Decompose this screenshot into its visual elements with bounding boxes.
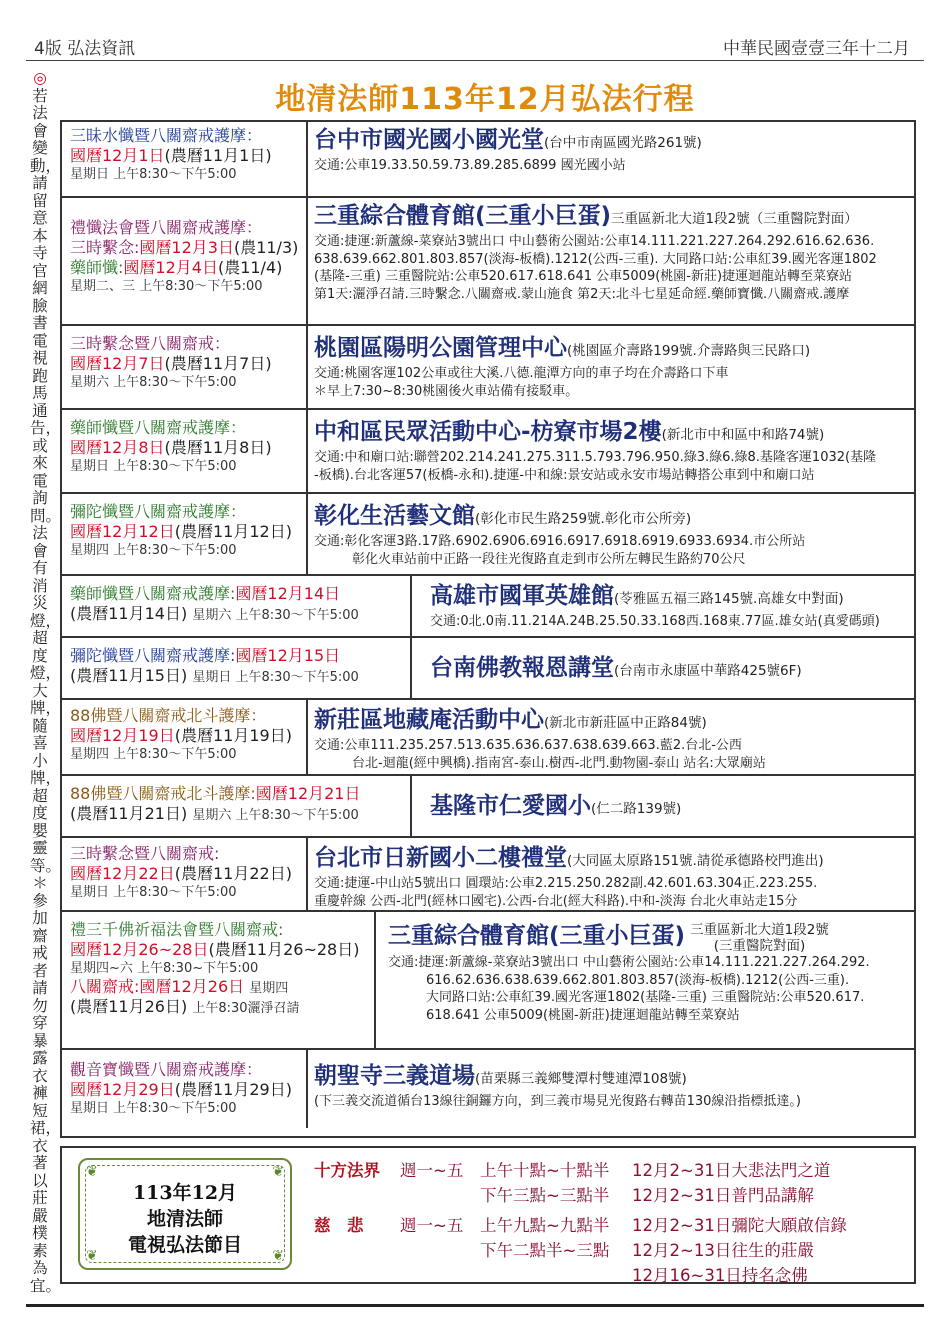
- venue-address: 三重區新北大道1段2號（三重醫院對面）: [611, 211, 858, 227]
- venue-address: (新北市中和區中和路74號): [661, 427, 825, 443]
- tv-title-line: 地清法師: [146, 1208, 223, 1230]
- venue-name: 台南佛教報恩講堂: [430, 655, 614, 681]
- tv-program: 12月16~31日持名念佛: [632, 1266, 808, 1285]
- lunar-date: (農曆11月14日): [70, 604, 188, 623]
- lunar-date: (農曆11月22日): [174, 864, 292, 883]
- shuttle-info: ＊早上7:30~8:30桃園後火車站備有接駁車。: [314, 383, 579, 399]
- solar-date: 國曆12月21日: [255, 784, 361, 803]
- lunar-date: (農曆11月12日): [174, 522, 292, 541]
- ceremony-name: 禮三千佛祈福法會暨八關齋戒:: [70, 920, 284, 939]
- transport-info: 618.641 公車5009(桃園-新莊)捷運迴龍站轉至菜寮站: [426, 1007, 740, 1023]
- lunar-date: (農曆11月26日): [70, 997, 188, 1016]
- page-title: 地清法師113年12月弘法行程: [275, 82, 695, 117]
- venue-name: 高雄市國軍英雄館: [430, 583, 614, 609]
- tv-title-line: 電視弘法節目: [127, 1234, 242, 1256]
- ceremony-name: 三昧水懺暨八關齋戒護摩：: [70, 126, 263, 145]
- solar-date: 國曆12月3日: [139, 238, 234, 257]
- venue-name: 三重綜合體育館(三重小巨蛋): [314, 203, 612, 229]
- event-time: 星期六 上午8:30～下午5:00: [192, 608, 359, 623]
- lunar-date: (農曆11月1日): [164, 146, 272, 165]
- solar-date: 國曆12月12日: [70, 522, 175, 541]
- event-row: [62, 838, 914, 912]
- page-section-label: 4版 弘法資訊: [34, 39, 136, 59]
- side-notice: ◎若法會變動，請留意本寺官網臉書電視跑馬通告，或來電詢問。法會有消災燈，超度燈，大牌，隨喜小牌，超度嬰靈等。＊參加齋戒者請勿穿暴露衣褲短裙，衣著以莊嚴樸素為宜。: [30, 69, 62, 1295]
- program-info: 第1天:灑淨召請.三時繫念.八關齋戒.蒙山施食 第2天:北斗七星延命經.藥師寶懺.八關齋戒.護摩: [314, 286, 850, 302]
- event-row: [62, 410, 914, 494]
- issue-date: 中華民國壹壹三年十二月: [723, 39, 910, 59]
- transport-info: 彰化火車站前中正路一段往光復路直走到市公所左轉民生路約70公尺: [352, 551, 746, 567]
- ceremony-sub-name: 八關齋戒:: [70, 977, 140, 996]
- lunar-date: (農曆11月15日): [70, 666, 188, 685]
- transport-info: 重慶幹線 公西-北門(經林口國宅).公西-台北(經大科路).中和-淡海 台北火車站走15分: [314, 893, 798, 909]
- event-time: 星期日 上午8:30～下午5:00: [70, 459, 237, 474]
- event-row: [62, 638, 914, 700]
- event-row: [62, 326, 914, 410]
- tv-program: 12月2~31日大悲法門之道: [632, 1161, 831, 1180]
- tv-title-line: 113年12月: [132, 1182, 238, 1204]
- ceremony-name: 三時繫念暨八關齋戒:: [70, 844, 220, 863]
- transport-info: 交通:彰化客運3路.17路.6902.6906.6916.6917.6918.6919.6933.6934.市公所站: [314, 534, 806, 549]
- event-time: 星期四~六 上午8:30~下午5:00: [70, 961, 259, 976]
- event-row: [62, 576, 914, 638]
- transport-info: 交通:捷運:新蘆線-菜寮站3號出口 中山藝術公園站:公車14.111.221.227.264.292.616.62.636.: [314, 234, 875, 249]
- venue-address: (桃園區介壽路199號.介壽路與三民路口): [567, 343, 811, 359]
- ceremony-name: 三時繫念暨八關齋戒：: [70, 334, 231, 353]
- event-row: [62, 912, 914, 1050]
- leaf-icon: ❦: [86, 1164, 98, 1180]
- ceremony-sub-name: 三時繫念:: [70, 238, 140, 257]
- event-row: [62, 122, 914, 198]
- ceremony-name: 彌陀懺暨八關齋戒護摩:: [70, 646, 236, 665]
- tv-time: 上午十點~十點半: [480, 1161, 610, 1180]
- lunar-date: (農曆11月29日): [174, 1080, 292, 1099]
- venue-name: 三重綜合體育館(三重小巨蛋): [388, 923, 686, 949]
- tv-program-box: [60, 1146, 916, 1284]
- event-time: 星期日 上午8:30～下午5:00: [192, 670, 359, 685]
- event-time: 上午8:30灑淨召請: [192, 1001, 300, 1016]
- tv-time: 上午九點~九點半: [480, 1216, 610, 1235]
- lunar-date: (農曆11月7日): [164, 354, 272, 373]
- venue-address: (大同區太原路151號.請從承德路校門進出): [567, 853, 824, 869]
- venue-name: 台北市日新國小二樓禮堂: [314, 845, 567, 871]
- venue-name: 桃園區陽明公園管理中心: [314, 335, 567, 361]
- venue-name: 朝聖寺三義道場: [314, 1063, 475, 1089]
- transport-info: 616.62.636.638.639.662.801.803.857(淡海-板橋).1212(公西-三重).: [426, 972, 850, 988]
- solar-date: 國曆12月15日: [235, 646, 341, 665]
- venue-address: 三重區新北大道1段2號: [690, 922, 829, 938]
- ceremony-name: 88佛暨八關齋戒北斗護摩:: [70, 784, 256, 803]
- transport-info: 交通:0北.0南.11.214A.24B.25.50.33.168西.168東.77區.雄女站(真愛碼頭): [430, 614, 880, 629]
- ceremony-name: 藥師懺暨八關齋戒護摩:: [70, 584, 236, 603]
- event-row: [62, 1050, 914, 1128]
- tv-days: 週一~五: [400, 1161, 464, 1180]
- solar-date: 國曆12月4日: [123, 258, 218, 277]
- event-time: 星期四 上午8:30～下午5:00: [70, 747, 237, 762]
- transport-info: 交通:公車111.235.257.513.635.636.637.638.639.663.藍2.台北-公西: [314, 738, 742, 753]
- venue-address: (仁二路139號): [591, 801, 682, 817]
- lunar-date: (農曆11月21日): [70, 804, 188, 823]
- solar-date: 國曆12月26日: [139, 977, 245, 996]
- venue-address: (新北市新莊區中正路84號): [544, 715, 707, 731]
- tv-time: 下午三點~三點半: [480, 1186, 610, 1205]
- transport-info: 大同路口站:公車紅39.國光客運1802(基隆-三重) 三重醫院站:公車520.617.: [426, 990, 865, 1005]
- transport-info: (基隆-三重) 三重醫院站:公車520.617.618.641 公車5009(桃園-新莊)捷運迴龍站轉至菜寮站: [314, 269, 853, 284]
- venue-address-note: (三重醫院對面): [713, 938, 806, 954]
- tv-days: 週一~五: [400, 1216, 464, 1235]
- venue-name: 中和區民眾活動中心-枋寮市場2樓: [314, 419, 662, 445]
- event-time: 星期日 上午8:30～下午5:00: [70, 167, 237, 182]
- tv-program: 12月2~31日彌陀大願啟信錄: [632, 1216, 847, 1235]
- venue-address: (彰化市民生路259號.彰化市公所旁): [475, 511, 692, 527]
- ceremony-sub-name: 藥師懺:: [70, 258, 124, 277]
- tv-title-frame: [78, 1158, 292, 1270]
- lunar-date: (農曆11月19日): [174, 726, 292, 745]
- ceremony-name: 觀音寶懺暨八關齋戒護摩：: [70, 1060, 263, 1079]
- event-row: [62, 776, 914, 838]
- event-time: 星期日 上午8:30～下午5:00: [70, 885, 237, 900]
- solar-date: 國曆12月22日: [70, 864, 175, 883]
- lunar-date: (農曆11月8日): [164, 438, 272, 457]
- header-divider: [26, 60, 924, 61]
- venue-address: (台南市永康區中華路425號6F): [614, 663, 802, 679]
- lunar-date: (農11/4): [217, 258, 283, 277]
- tv-program: 12月2~13日往生的莊嚴: [632, 1241, 814, 1260]
- venue-address: (苗栗縣三義鄉雙潭村雙連潭108號): [475, 1071, 687, 1087]
- solar-date: 國曆12月29日: [70, 1080, 175, 1099]
- tv-program: 12月2~31日普門品講解: [632, 1186, 814, 1205]
- tv-channel-name: 慈 悲: [314, 1216, 364, 1235]
- event-row: [62, 494, 914, 576]
- footer-divider: [26, 1304, 924, 1307]
- solar-date: 國曆12月26~28日: [70, 940, 209, 959]
- transport-info: 交通:捷運-中山站5號出口 圓環站:公車2.215.250.282副.42.601.63.304正.223.255.: [314, 876, 818, 891]
- solar-date: 國曆12月7日: [70, 354, 165, 373]
- leaf-icon: ❦: [86, 1248, 98, 1264]
- transport-info: 交通:中和廟口站:聯營202.214.241.275.311.5.793.796.950.綠3.綠6.綠8.基隆客運1032(基隆: [314, 450, 877, 465]
- solar-date: 國曆12月8日: [70, 438, 165, 457]
- directions-info: (下三義交流道循台13線往銅鑼方向，到三義市場見光復路右轉苗130線沿指標抵達。): [314, 1094, 801, 1109]
- leaf-icon: ❦: [272, 1164, 284, 1180]
- ceremony-name: 禮懺法會暨八關齋戒護摩：: [70, 218, 263, 237]
- event-row: [62, 700, 914, 776]
- tv-time: 下午二點半~三點: [480, 1241, 610, 1260]
- event-time: 星期二、三 上午8:30～下午5:00: [70, 279, 263, 294]
- lunar-date: (農11/3): [233, 238, 299, 257]
- solar-date: 國曆12月19日: [70, 726, 175, 745]
- venue-address: (台中市南區國光路261號): [544, 135, 702, 151]
- tv-channel-name: 十方法界: [314, 1161, 380, 1180]
- venue-name: 台中市國光國小國光堂: [314, 127, 544, 153]
- transport-info: -板橋).台北客運57(板橋-永和).捷運-中和線:景安站或永安市場站轉搭公車到中和廟口站: [314, 467, 815, 483]
- venue-name: 新莊區地藏庵活動中心: [314, 707, 544, 733]
- solar-date: 國曆12月14日: [235, 584, 341, 603]
- solar-date: 國曆12月1日: [70, 146, 165, 165]
- transport-info: 交通:捷運:新蘆線-菜寮站3號出口 中山藝術公園站:公車14.111.221.227.264.292.: [388, 955, 870, 970]
- venue-name: 彰化生活藝文館: [314, 503, 475, 529]
- event-time: 星期六 上午8:30～下午5:00: [70, 375, 237, 390]
- venue-address: (苓雅區五福三路145號.高雄女中對面): [614, 591, 844, 607]
- bullet-icon: ◎: [33, 69, 47, 87]
- transport-info: 台北-迴龍(經中興橋).指南宮-泰山.樹西-北門.動物園-泰山 站名:大眾廟站: [352, 755, 766, 771]
- lunar-date: (農曆11月26~28日): [208, 940, 360, 959]
- event-time: 星期四 上午8:30～下午5:00: [70, 543, 237, 558]
- ceremony-name: 藥師懺暨八關齋戒護摩：: [70, 418, 247, 437]
- venue-name: 基隆市仁愛國小: [430, 793, 591, 819]
- ceremony-name: 彌陀懺暨八關齋戒護摩：: [70, 502, 247, 521]
- transport-info: 交通:公車19.33.50.59.73.89.285.6899 國光國小站: [314, 158, 626, 173]
- ceremony-name: 88佛暨八關齋戒北斗護摩：: [70, 706, 267, 725]
- schedule-table: [60, 120, 916, 1138]
- event-time: 星期日 上午8:30～下午5:00: [70, 1101, 237, 1116]
- event-time: 星期六 上午8:30～下午5:00: [192, 808, 359, 823]
- transport-info: 638.639.662.801.803.857(淡海-板橋).1212(公西-三重). 大同路口站:公車紅39.國光客運1802: [314, 251, 877, 267]
- weekday: 星期四: [249, 981, 289, 996]
- transport-info: 交通:桃園客運102公車或往大溪.八德.龍潭方向的車子均在介壽路口下車: [314, 366, 729, 381]
- event-row: [62, 198, 914, 326]
- leaf-icon: ❦: [272, 1248, 284, 1264]
